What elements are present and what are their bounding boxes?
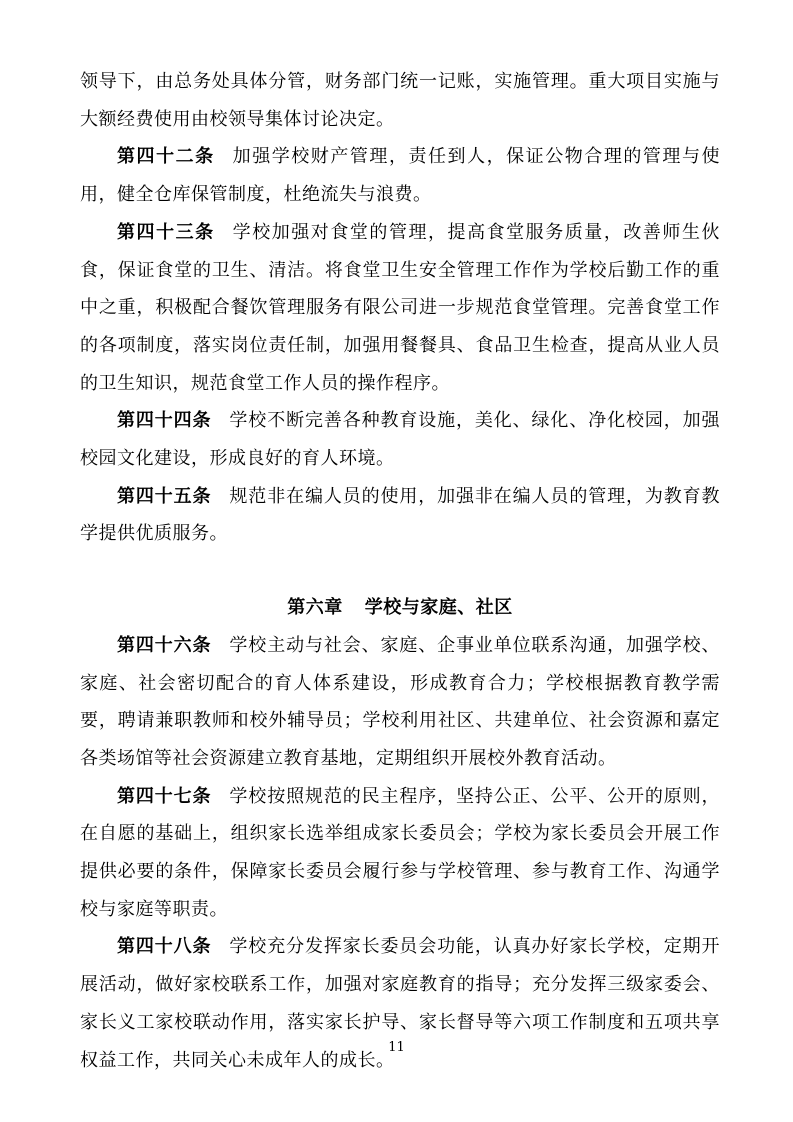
article-text: 加强学校财产管理，责任到人，保证公物合理的管理与使用，健全仓库保管制度，杜绝流失与浪费。: [80, 146, 720, 206]
article-48: [80, 928, 720, 1079]
article-47: [80, 778, 720, 929]
article-text: 学校主动与社会、家庭、企事业单位联系沟通，加强学校、家庭、社会密切配合的育人体系建设，形成教育合力；学校根据教育教学需要，聘请兼职教师和校外辅导员；学校利用社区、共建单位、社会资源和嘉定各类场馆等社会资源建立教育基地，定期组织开展校外教育活动。: [80, 634, 721, 769]
article-label: 第四十七条: [117, 785, 212, 807]
article-text: 规范非在编人员的使用，加强非在编人员的管理，为教育教学提供优质服务。: [80, 485, 721, 545]
article-43: [80, 214, 720, 403]
article-45: [80, 478, 720, 553]
chapter-number: 第六章: [287, 597, 343, 619]
article-text: 学校不断完善各种教育设施，美化、绿化、净化校园，加强校园文化建设，形成良好的育人环境。: [80, 410, 721, 470]
article-label: 第四十八条: [117, 936, 212, 958]
article-label: 第四十六条: [117, 634, 212, 656]
article-label: 第四十二条: [117, 146, 215, 168]
article-46: [80, 627, 720, 778]
article-label: 第四十四条: [117, 410, 212, 432]
article-label: 第四十三条: [117, 221, 215, 243]
article-text: 学校充分发挥家长委员会功能，认真办好家长学校，定期开展活动，做好家校联系工作，加强对家庭教育的指导；充分发挥三级家委会、家长义工家校联动作用，落实家长护导、家长督导等六项工作制度和五项共享权益工作，共同关心未成年人的成长。: [80, 936, 721, 1071]
page-number: 11: [388, 1040, 405, 1055]
chapter-title: 学校与家庭、社区: [364, 597, 513, 619]
article-44: [80, 402, 720, 477]
article-text: 学校按照规范的民主程序，坚持公正、公平、公开的原则，在自愿的基础上，组织家长选举组成家长委员会；学校为家长委员会开展工作提供必要的条件，保障家长委员会履行参与学校管理、参与教育工作、沟通学校与家庭等职责。: [80, 785, 721, 920]
article-text: 学校加强对食堂的管理，提高食堂服务质量，改善师生伙食，保证食堂的卫生、清洁。将食堂卫生安全管理工作作为学校后勤工作的重中之重，积极配合餐饮管理服务有限公司进一步规范食堂管理。完善食堂工作的各项制度，落实岗位责任制，加强用餐餐具、食品卫生检查，提高从业人员的卫生知识，规范食堂工作人员的操作程序。: [80, 221, 720, 394]
intro-paragraph: 领导下，由总务处具体分管，财务部门统一记账，实施管理。重大项目实施与大额经费使用由校领导集体讨论决定。: [80, 71, 720, 130]
chapter-heading: [80, 589, 720, 627]
article-42: [80, 138, 720, 213]
article-label: 第四十五条: [117, 485, 212, 507]
document-body: [80, 63, 720, 1079]
